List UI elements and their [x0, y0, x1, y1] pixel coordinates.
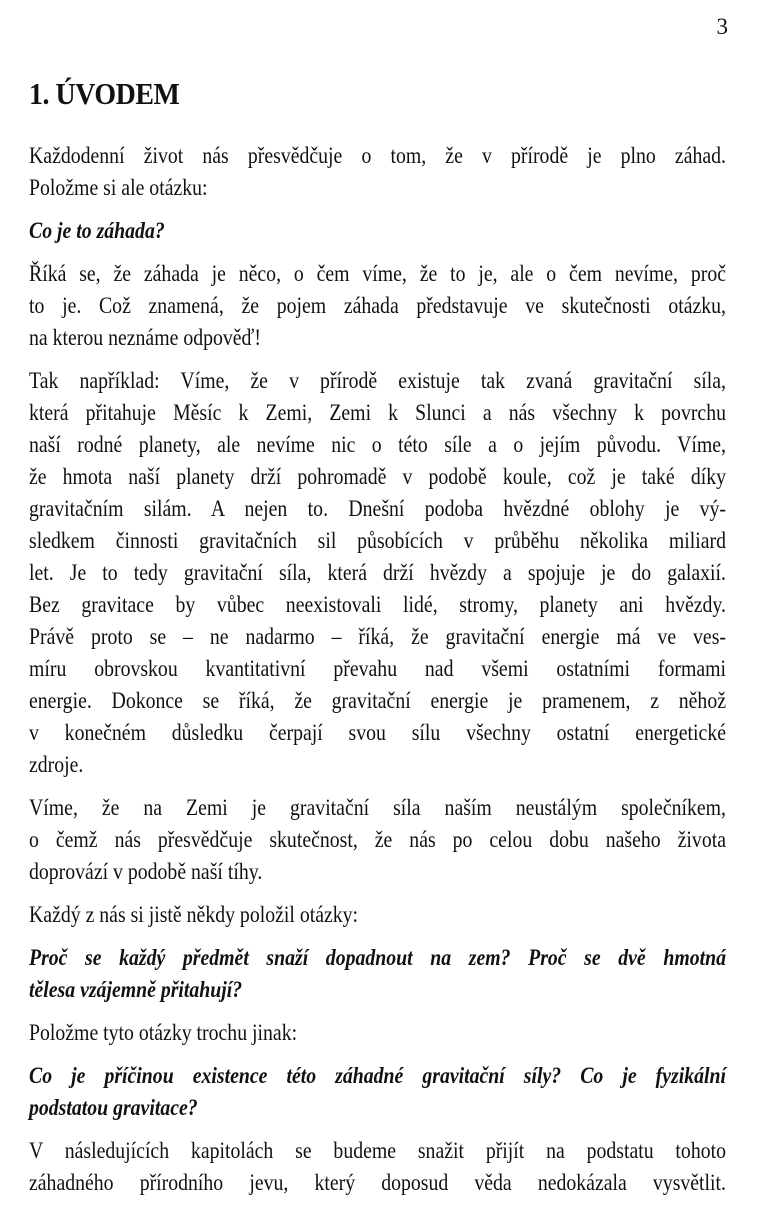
- line-text: V následujících kapitolách se budeme snažit přijít na podstatu tohoto: [29, 1138, 726, 1163]
- text-line: [29, 525, 726, 557]
- line-text: Proč se každý předmět snaží dopadnout na zem? Proč se dvě hmotná: [29, 945, 726, 970]
- paragraph: [29, 365, 726, 781]
- line-text: tělesa vzájemně přitahují?: [29, 977, 243, 1002]
- text-line: [29, 749, 726, 781]
- line-text: gravitačním silám. A nejen to. Dnešní podoba hvězdné oblohy je vý-: [29, 496, 726, 521]
- paragraph: [29, 1017, 726, 1049]
- line-text: která přitahuje Měsíc k Zemi, Zemi k Slunci a nás všechny k povrchu: [29, 400, 726, 425]
- text-line: [29, 365, 726, 397]
- paragraph: [29, 899, 726, 931]
- text-line: [29, 685, 726, 717]
- text-line: [29, 942, 726, 974]
- line-text: Právě proto se – ne nadarmo – říká, že gravitační energie má ve ves-: [29, 624, 726, 649]
- text-line: [29, 1092, 726, 1124]
- line-text: v konečném důsledku čerpají svou sílu všechny ostatní energetické: [29, 720, 726, 745]
- text-line: [29, 1135, 726, 1167]
- line-text: Každodenní život nás přesvědčuje o tom, že v přírodě je plno záhad.: [29, 143, 726, 168]
- question-paragraph: [29, 942, 726, 1006]
- line-text: Položme si ale otázku:: [29, 175, 208, 200]
- line-text: Položme tyto otázky trochu jinak:: [29, 1020, 298, 1045]
- line-text: míru obrovskou kvantitativní převahu nad všemi ostatními formami: [29, 656, 726, 681]
- text-line: [29, 589, 726, 621]
- text-line: [29, 290, 726, 322]
- line-text: sledkem činnosti gravitačních sil působících v průběhu několika miliard: [29, 528, 726, 553]
- text-line: [29, 461, 726, 493]
- text-line: [29, 717, 726, 749]
- line-text: to je. Což znamená, že pojem záhada představuje ve skutečnosti otázku,: [29, 293, 726, 318]
- line-text: Co je to záhada?: [29, 218, 165, 243]
- line-text: Víme, že na Zemi je gravitační síla naším neustálým společníkem,: [29, 795, 726, 820]
- text-line: [29, 215, 726, 247]
- line-text: Bez gravitace by vůbec neexistovali lidé, stromy, planety ani hvězdy.: [29, 592, 726, 617]
- text-line: [29, 974, 726, 1006]
- line-text: let. Je to tedy gravitační síla, která drží hvězdy a spojuje je do galaxií.: [29, 560, 726, 585]
- text-line: [29, 258, 726, 290]
- line-text: podstatou gravitace?: [29, 1095, 198, 1120]
- paragraph: [29, 1135, 726, 1199]
- text-line: [29, 493, 726, 525]
- line-text: o čemž nás přesvědčuje skutečnost, že nás po celou dobu našeho života: [29, 827, 726, 852]
- line-text: Tak například: Víme, že v přírodě existuje tak zvaná gravitační síla,: [29, 368, 726, 393]
- text-line: [29, 429, 726, 461]
- text-line: [29, 1167, 726, 1199]
- text-line: [29, 824, 726, 856]
- paragraph: [29, 792, 726, 888]
- text-line: [29, 1017, 726, 1049]
- line-text: Co je příčinou existence této záhadné gravitační síly? Co je fyzikální: [29, 1063, 726, 1088]
- text-line: [29, 557, 726, 589]
- text-line: [29, 172, 726, 204]
- line-text: Každý z nás si jistě někdy položil otázky:: [29, 902, 359, 927]
- line-text: doprovází v podobě naší tíhy.: [29, 859, 263, 884]
- text-line: [29, 792, 726, 824]
- page-number: 3: [716, 14, 728, 39]
- line-text: naší rodné planety, ale nevíme nic o této síle a o jejím původu. Víme,: [29, 432, 726, 457]
- chapter-heading: 1. ÚVODEM: [29, 76, 180, 111]
- paragraph: [29, 258, 726, 354]
- text-line: [29, 140, 726, 172]
- text-line: [29, 653, 726, 685]
- text-line: [29, 397, 726, 429]
- text-line: [29, 322, 726, 354]
- text-line: [29, 621, 726, 653]
- question-paragraph: [29, 1060, 726, 1124]
- line-text: Říká se, že záhada je něco, o čem víme, že to je, ale o čem nevíme, proč: [29, 261, 726, 286]
- paragraph: [29, 140, 726, 204]
- text-line: [29, 1060, 726, 1092]
- question-paragraph: [29, 215, 726, 247]
- line-text: energie. Dokonce se říká, že gravitační energie je pramenem, z něhož: [29, 688, 726, 713]
- line-text: záhadného přírodního jevu, který doposud věda nedokázala vysvětlit.: [29, 1170, 726, 1195]
- line-text: zdroje.: [29, 752, 84, 777]
- text-line: [29, 856, 726, 888]
- line-text: že hmota naší planety drží pohromadě v podobě koule, což je také díky: [29, 464, 726, 489]
- body-text: [29, 140, 726, 1210]
- line-text: na kterou neznáme odpověď!: [29, 325, 261, 350]
- text-line: [29, 899, 726, 931]
